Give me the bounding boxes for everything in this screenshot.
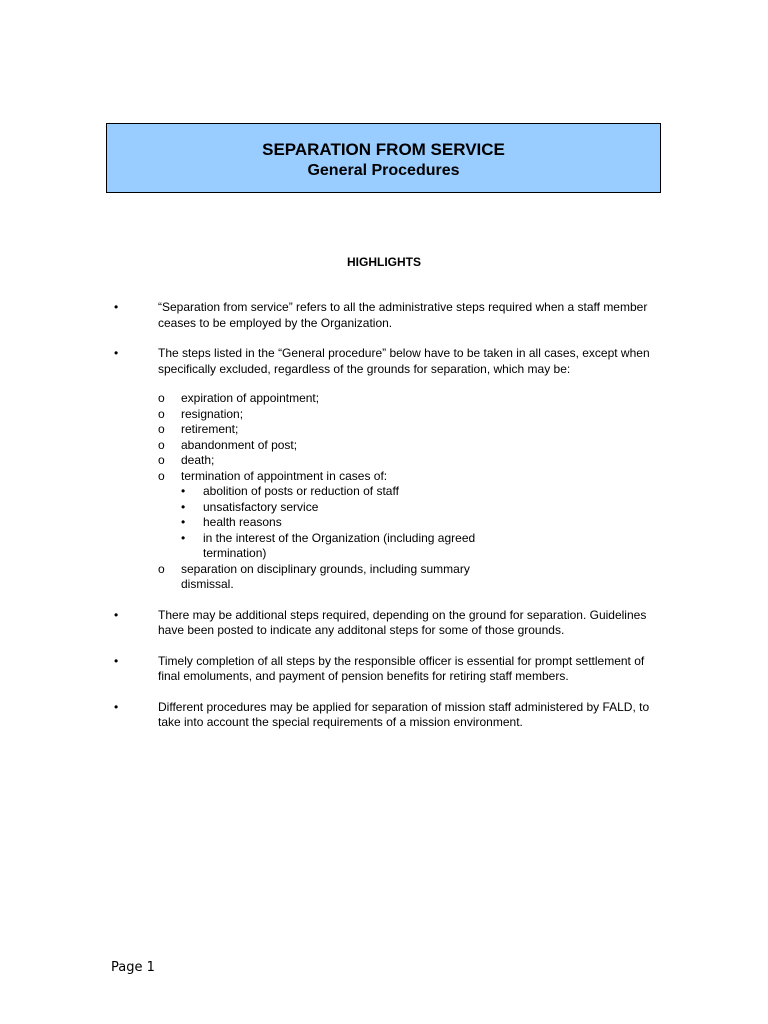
square-bullet-icon: •	[181, 484, 186, 498]
bullet-text: There may be additional steps required, depending on the ground for separation. Guidelines have been posted to indicate any additonal steps for some of those grounds.	[158, 607, 647, 637]
document-subtitle: General Procedures	[307, 162, 460, 179]
bullet-icon: •	[114, 607, 119, 622]
title-box	[106, 123, 661, 193]
termination-case-text: abolition of posts or reduction of staff	[203, 484, 399, 498]
grounds-item	[0, 453, 500, 469]
grounds-item	[0, 438, 500, 454]
termination-case-text: unsatisfactory service	[203, 499, 319, 514]
bullet-item	[0, 700, 658, 731]
grounds-item	[0, 562, 500, 593]
bullet-text: Different procedures may be applied for separation of mission staff administered by FALD, to take into account the special requirements of a mission environment.	[158, 699, 650, 729]
grounds-text: abandonment of post;	[181, 437, 298, 452]
bullet-icon: •	[114, 653, 119, 668]
highlights-list	[0, 300, 768, 746]
termination-case-item	[0, 531, 500, 562]
square-bullet-icon: •	[181, 515, 186, 529]
grounds-item	[0, 469, 500, 485]
circle-bullet-icon: o	[158, 422, 165, 436]
grounds-text: retirement;	[181, 422, 239, 436]
circle-bullet-icon: o	[158, 406, 165, 421]
page-number: Page 1	[111, 960, 155, 975]
bullet-item	[0, 346, 658, 377]
grounds-text: death;	[181, 453, 215, 467]
bullet-text: The steps listed in the “General procedure” below have to be taken in all cases, except when specifically excluded, regardless of the grounds for separation, which may be:	[158, 346, 650, 376]
bullet-item	[0, 300, 658, 331]
termination-case-item	[0, 500, 500, 516]
bullet-item	[0, 654, 658, 685]
highlights-heading: HIGHLIGHTS	[347, 255, 421, 269]
square-bullet-icon: •	[181, 499, 186, 514]
circle-bullet-icon: o	[158, 437, 165, 452]
bullet-icon: •	[114, 699, 119, 714]
grounds-text: separation on disciplinary grounds, including summary dismissal.	[181, 561, 470, 591]
bullet-text: “Separation from service” refers to all the administrative steps required when a staff member ceases to be employed by the Organization.	[158, 300, 648, 330]
bullet-text: Timely completion of all steps by the responsible officer is essential for prompt settlement of final emoluments, and payment of pension benefits for retiring staff members.	[158, 653, 645, 683]
grounds-text: expiration of appointment;	[181, 391, 320, 405]
square-bullet-icon: •	[181, 530, 186, 545]
grounds-item	[0, 422, 500, 438]
document-title: SEPARATION FROM SERVICE	[262, 140, 505, 159]
circle-bullet-icon: o	[158, 391, 165, 405]
termination-case-text: in the interest of the Organization (including agreed termination)	[203, 530, 476, 560]
termination-case-text: health reasons	[203, 515, 282, 529]
grounds-item	[0, 391, 500, 407]
circle-bullet-icon: o	[158, 468, 165, 483]
grounds-item	[0, 407, 500, 423]
termination-case-item	[0, 515, 500, 531]
grounds-text: resignation;	[181, 406, 244, 421]
circle-bullet-icon: o	[158, 453, 165, 467]
termination-case-item	[0, 484, 500, 500]
circle-bullet-icon: o	[158, 561, 165, 576]
bullet-item	[0, 608, 658, 639]
grounds-text: termination of appointment in cases of:	[181, 468, 388, 483]
bullet-icon: •	[114, 300, 119, 314]
bullet-icon: •	[114, 346, 119, 360]
grounds-list	[0, 391, 500, 593]
